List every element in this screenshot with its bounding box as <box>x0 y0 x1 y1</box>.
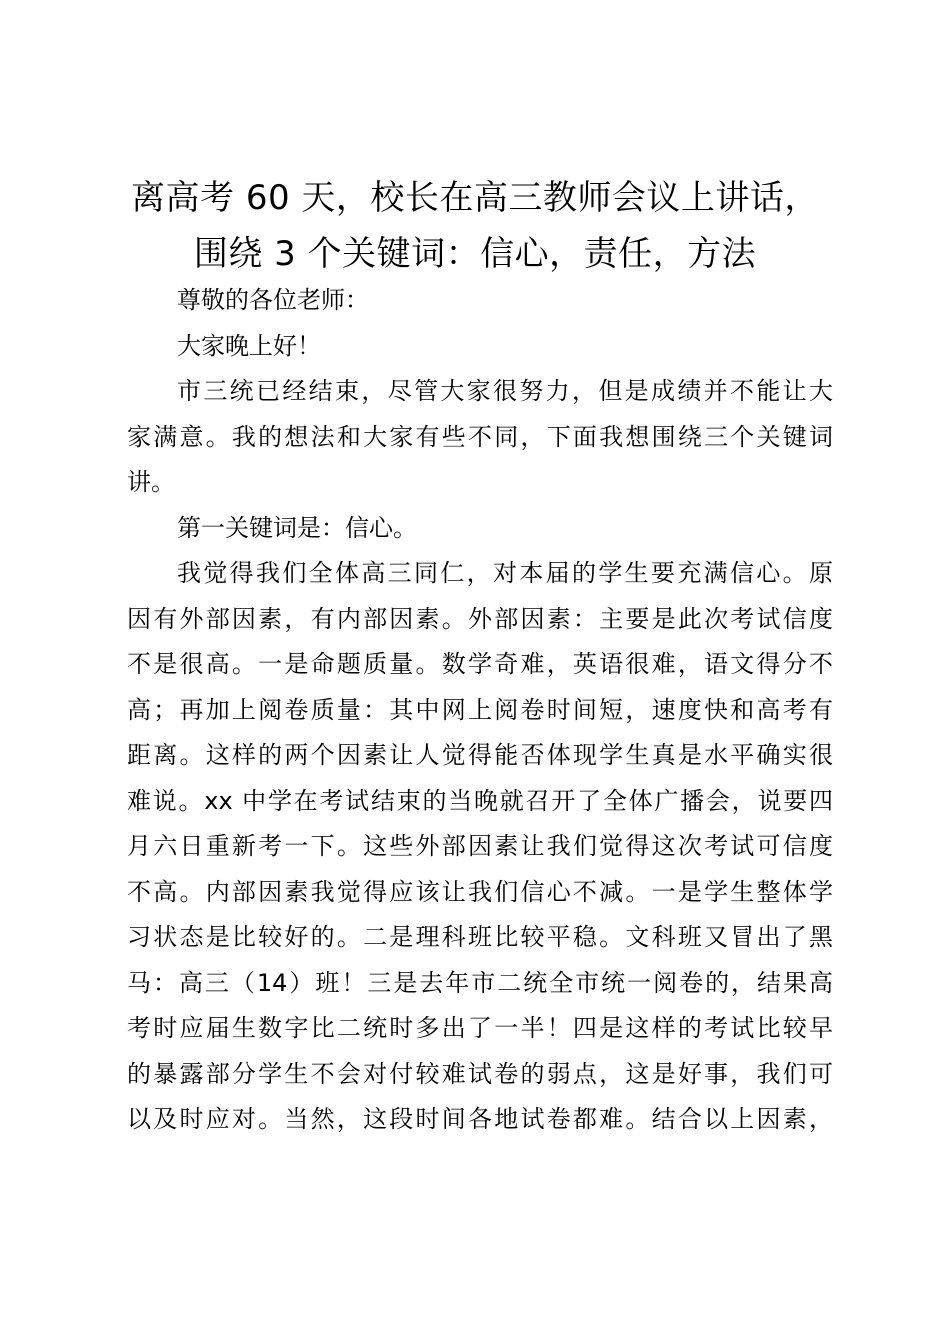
paragraph-line: 我觉得我们全体高三同仁，对本届的学生要充满信心。原 <box>177 559 833 587</box>
paragraph-line: 的暴露部分学生不会对付较难试卷的弱点，这是好事，我们可 <box>127 1059 833 1088</box>
paragraph-line: 距离。这样的两个因素让人觉得能否体现学生真是水平确实很 <box>127 741 833 769</box>
title-line-2: 围绕 3 个关键词：信心，责任，方法 <box>193 234 757 274</box>
paragraph-line: 难说。xx 中学在考试结束的当晚就召开了全体广播会，说要四 <box>127 786 833 815</box>
paragraph-line: 以及时应对。当然，这段时间各地试卷都难。结合以上因素， <box>127 1105 833 1133</box>
salutation: 大家晚上好！ <box>177 331 321 360</box>
paragraph-intro <box>127 369 833 506</box>
paragraph-confidence <box>127 551 833 1143</box>
document-body <box>127 278 833 1143</box>
paragraph-line: 家满意。我的想法和大家有些不同，下面我想围绕三个关键词 <box>127 422 833 451</box>
paragraph-line: 不高。内部因素我觉得应该让我们信心不减。一是学生整体学 <box>127 877 833 906</box>
paragraph-line: 不是很高。一是命题质量。数学奇难，英语很难，语文得分不 <box>127 650 833 678</box>
paragraph-line: 因有外部因素，有内部因素。外部因素：主要是此次考试信度 <box>127 604 833 633</box>
paragraph-line: 高；再加上阅卷质量：其中网上阅卷时间短，速度快和高考有 <box>127 695 833 724</box>
keyword-heading: 第一关键词是：信心。 <box>177 513 417 542</box>
paragraph-line: 市三统已经结束，尽管大家很努力，但是成绩并不能让大 <box>177 377 833 405</box>
title-line-1: 离高考 60 天，校长在高三教师会议上讲话， <box>131 178 819 218</box>
document-title <box>120 170 830 282</box>
paragraph-line: 讲。 <box>127 468 175 496</box>
paragraph-line: 马：高三（14）班！三是去年市二统全市统一阅卷的，结果高 <box>127 968 833 997</box>
paragraph-line: 习状态是比较好的。二是理科班比较平稳。文科班又冒出了黑 <box>127 923 833 951</box>
greeting: 尊敬的各位老师： <box>177 286 369 314</box>
paragraph-line: 月六日重新考一下。这些外部因素让我们觉得这次考试可信度 <box>127 832 833 860</box>
paragraph-line: 考时应届生数字比二统时多出了一半！四是这样的考试比较早 <box>127 1014 833 1042</box>
